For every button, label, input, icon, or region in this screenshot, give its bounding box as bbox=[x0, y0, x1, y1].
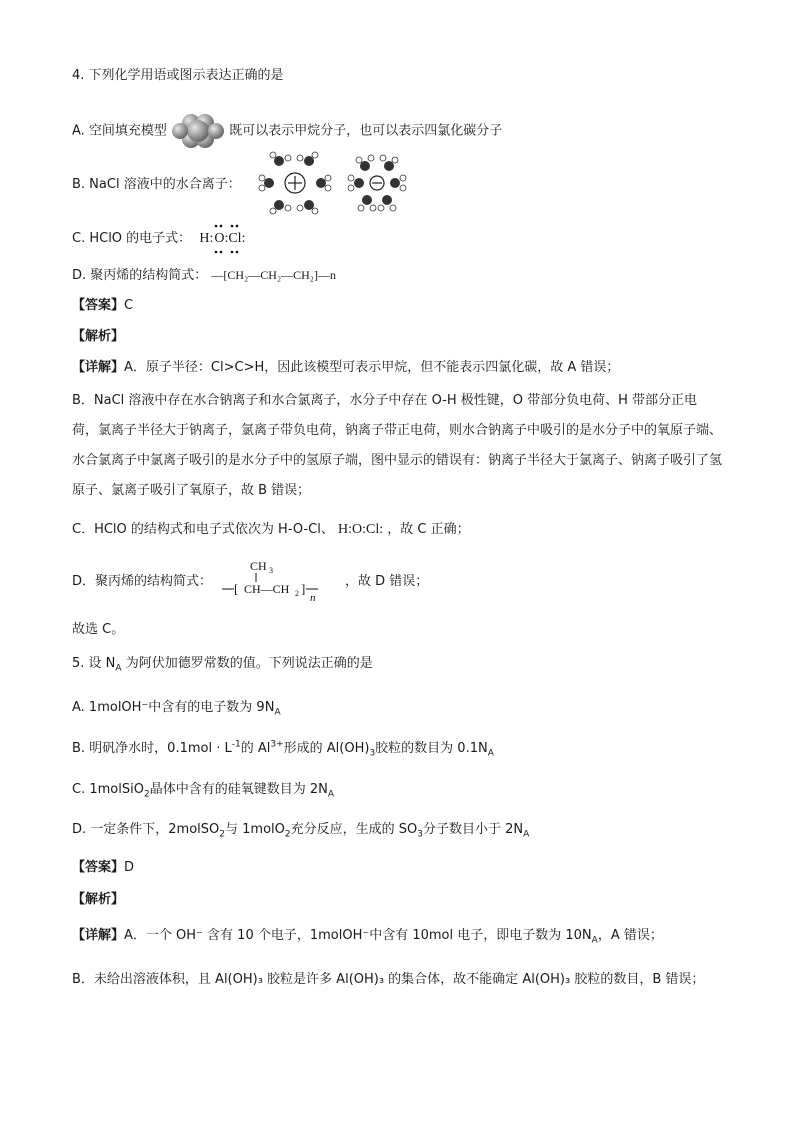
svg-text:CH: CH bbox=[250, 559, 267, 573]
lone-pair-dots-icon bbox=[195, 223, 265, 255]
q5-detail-b: B．未给出溶液体积，且 Al(OH)₃ 胶粒是许多 Al(OH)₃ 的集合体，故不能确定 Al(OH)₃ 胶粒的数目，B 错误； bbox=[72, 972, 705, 987]
q4-option-a-prefix: A. 空间填充模型 bbox=[72, 123, 167, 139]
svg-text:]: ] bbox=[301, 581, 306, 596]
hydrated-cation-icon bbox=[259, 152, 331, 214]
q5-option-c: C. 1molSiO$_2$晶体中含有的硅氧键数目为 $2N_A$ bbox=[72, 782, 334, 800]
q5-answer: 【答案】D bbox=[72, 860, 135, 875]
svg-text:n: n bbox=[310, 592, 316, 602]
electron-formula-hclo-answer: H:O:Cl: bbox=[337, 522, 384, 537]
q4-option-a bbox=[72, 113, 502, 149]
hydrated-anion-icon bbox=[348, 155, 406, 211]
q5-analysis-label: 【解析】 bbox=[72, 892, 125, 907]
q5-option-a: A. 1molOH⁻中含有的电子数为 $9N_A$ bbox=[72, 700, 281, 718]
q5-option-d: D. 一定条件下，2molSO$_2$与 1molO$_2$充分反应，生成的 $SO_3$分子数目小于 $2N_A$ bbox=[72, 822, 530, 840]
q4-stem: 4. 下列化学用语或图示表达正确的是 bbox=[72, 68, 284, 83]
q5-option-b: B. 明矾净水时，$0.1mol \cdot L^{-1}$的 $Al^{3+}$形成的 $Al(OH)_3$胶粒的数目为 $0.1N_A$ bbox=[72, 739, 494, 759]
polypropylene-wrong-formula: —[CH₂—CH₂—CH₂]—n bbox=[211, 268, 336, 282]
q4-answer: 【答案】C bbox=[72, 298, 134, 313]
svg-text:CH—CH: CH—CH bbox=[244, 582, 290, 596]
svg-text:3: 3 bbox=[269, 566, 273, 575]
svg-text:2: 2 bbox=[295, 589, 299, 598]
svg-text:[: [ bbox=[234, 581, 239, 596]
q5-stem: 5. 设 $N_A$ 为阿伏加德罗常数的值。下列说法正确的是 bbox=[72, 656, 373, 674]
q4-detail-a: 【详解】A．原子半径：Cl>C>H，因此该模型可表示甲烷，但不能表示四氯化碳，故 A 错误； bbox=[72, 360, 620, 375]
q4-detail-c: C．HClO 的结构式和电子式依次为 H-O-Cl、 H:O:Cl: ，故 C 正确； bbox=[72, 520, 470, 540]
electron-formula-hclo: H:O:Cl: bbox=[195, 229, 249, 249]
q4-option-d-prefix: D. 聚丙烯的结构简式： bbox=[72, 268, 208, 283]
q4-option-c-prefix: C. HClO 的电子式： bbox=[72, 231, 192, 246]
hydrated-ions-diagram bbox=[255, 150, 415, 216]
q4-option-d bbox=[72, 265, 336, 286]
q4-detail-d-suffix: ，故 D 错误； bbox=[345, 574, 429, 589]
q4-detail-b: B．NaCl 溶液中存在水合钠离子和水合氯离子，水分子中存在 O-H 极性键，O 带部分负电荷、H 带部分正电荷，氯离子半径大于钠离子，氯离子带负电荷，钠离子带正电荷，则水合钠离子中吸引的是水分子中的氧原子端、水合氯离子中氯离子吸引的是水分子中的氢原子端，图中显示的错误有：钠离子半径大于氯离子、钠离子吸引了氢原子、氯离子吸引了氧原子，故 B 错误； bbox=[72, 393, 723, 498]
q4-option-b bbox=[72, 175, 241, 195]
q4-option-b-prefix: B. NaCl 溶液中的水合离子： bbox=[72, 177, 241, 192]
polypropylene-structure-diagram bbox=[220, 558, 340, 602]
q4-conclusion: 故选 C。 bbox=[72, 622, 125, 637]
q5-detail-a: 【详解】A．一个 OH⁻ 含有 10 个电子，1molOH⁻中含有 10mol 电子，即电子数为 $10N_A$，A 错误； bbox=[72, 928, 663, 946]
q4-option-a-suffix: 既可以表示甲烷分子，也可以表示四氯化碳分子 bbox=[229, 123, 503, 139]
q4-option-c bbox=[72, 229, 249, 249]
q4-detail-d: D．聚丙烯的结构简式： bbox=[72, 574, 213, 589]
space-filling-model-icon bbox=[171, 113, 225, 149]
q4-analysis-label: 【解析】 bbox=[72, 329, 125, 344]
